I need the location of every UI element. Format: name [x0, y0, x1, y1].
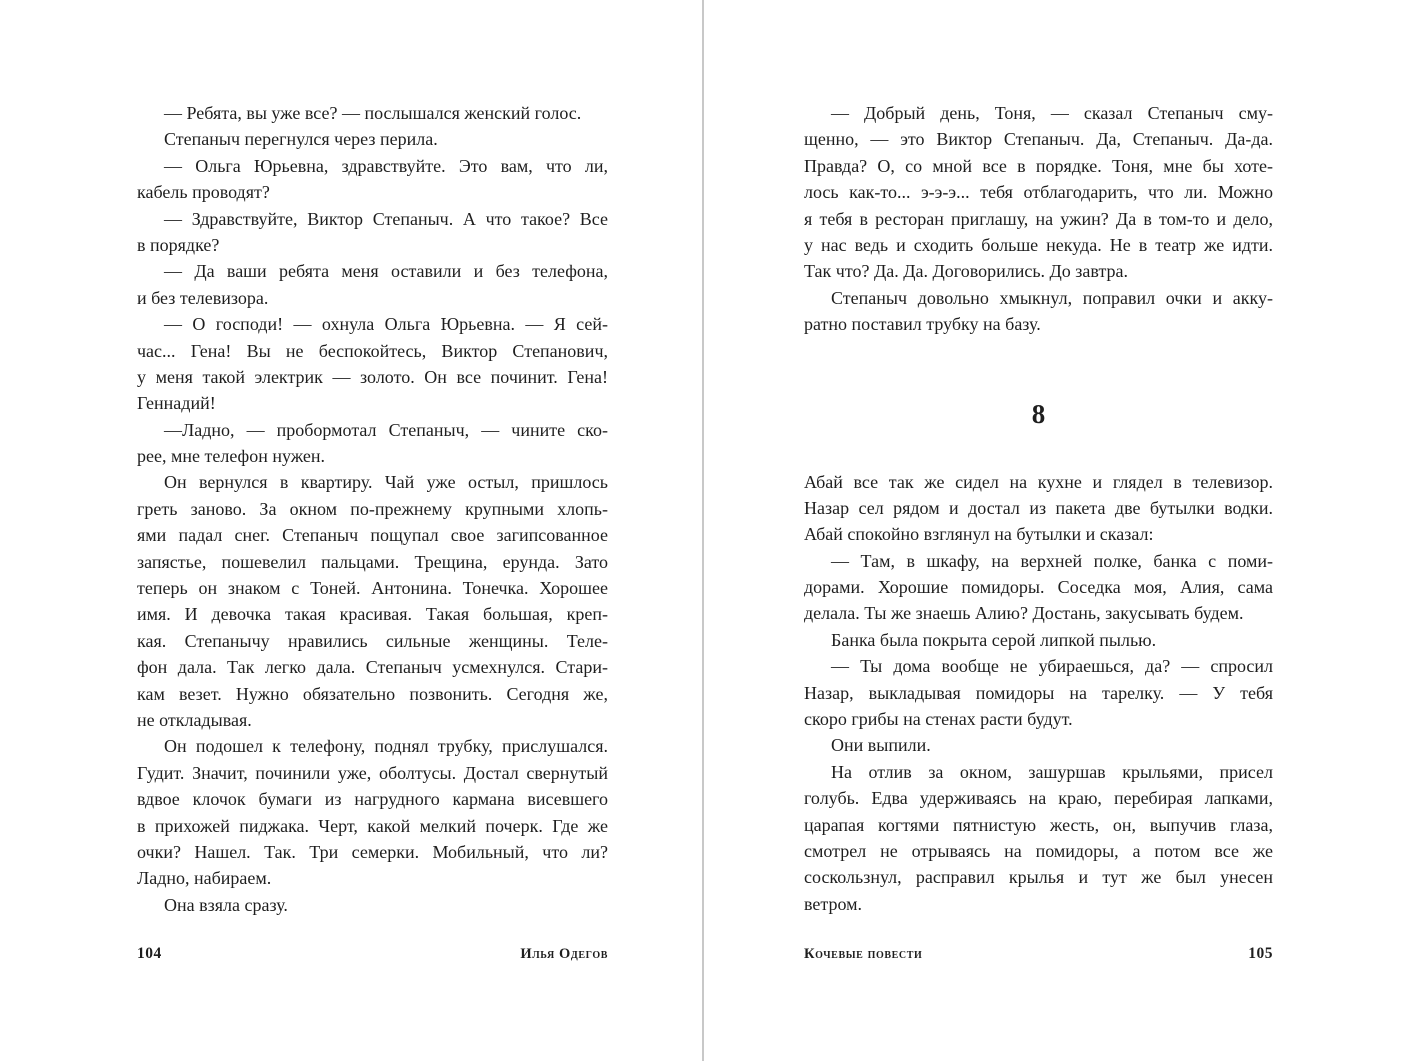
text-line: ветром. — [804, 893, 863, 914]
text-line: в прихожей пиджака. Черт, какой мелкий почерк. Где же — [137, 815, 608, 836]
right-page-text — [804, 100, 1273, 917]
text-line: Она взяла сразу. — [164, 894, 288, 915]
text-line: ями падал снег. Степаныч пощупал свое загипсованное — [137, 525, 608, 546]
page-left — [0, 0, 702, 1061]
text-line: — Здравствуйте, Виктор Степаныч. А что такое? Все — [164, 208, 608, 229]
text-line: Они выпили. — [831, 735, 931, 756]
text-line: час... Гена! Вы не беспокойтесь, Виктор Степанович, — [137, 340, 608, 361]
text-line: ратно поставил трубку на базу. — [804, 314, 1041, 335]
text-line: в порядке? — [137, 234, 220, 255]
text-line: щенно, — это Виктор Степаныч. Да, Степаныч. Да-да. — [804, 129, 1273, 150]
text-line: Назар, выкладывая помидоры на тарелку. — У тебя — [804, 682, 1273, 703]
text-line: — Ты дома вообще не убираешься, да? — спросил — [831, 656, 1273, 677]
text-line: — Добрый день, Тоня, — сказал Степаныч сму- — [831, 103, 1273, 123]
text-line: — О господи! — охнула Ольга Юрьевна. — Я сей- — [164, 314, 608, 335]
text-line: я тебя в ресторан приглашу, на ужин? Да в том-то и дело, — [804, 208, 1273, 229]
left-page-footer — [137, 945, 608, 963]
text-line: Он вернулся в квартиру. Чай уже остыл, пришлось — [164, 472, 608, 493]
running-book-title: Кочевые повести — [804, 946, 923, 962]
text-line: кам везет. Нужно обязательно позвонить. Сегодня же, — [137, 683, 608, 704]
text-line: царапая когтями пятнистую жесть, он, выпучив глаза, — [804, 814, 1273, 835]
text-line: Ладно, набираем. — [137, 868, 272, 889]
text-line: — Ольга Юрьевна, здравствуйте. Это вам, что ли, — [164, 155, 608, 176]
section-number: 8 — [1031, 398, 1046, 429]
text-line: соскользнул, расправил крылья и тут же был унесен — [804, 867, 1273, 888]
text-line: голубь. Едва удерживаясь на краю, перебирая лапками, — [804, 788, 1273, 809]
text-line: очки? Нашел. Так. Три семерки. Мобильный, что ли? — [137, 841, 608, 862]
text-line: теперь он знаком с Тоней. Антонина. Тонечка. Хорошее — [137, 578, 608, 599]
page-right — [704, 0, 1410, 1061]
text-line: греть заново. За окном по-прежнему крупными хлопь- — [137, 498, 608, 519]
text-line: — Да ваши ребята меня оставили и без телефона, — [164, 261, 608, 282]
page-number-right: 105 — [1248, 945, 1273, 962]
text-line: смотрел не отрываясь на помидоры, а потом все же — [804, 840, 1273, 861]
text-line: кабель проводят? — [137, 182, 270, 203]
text-line: —Ладно, — пробормотал Степаныч, — чините ско- — [164, 419, 608, 440]
text-line: Степаныч довольно хмыкнул, поправил очки и акку- — [831, 287, 1273, 308]
text-line: Банка была покрыта серой липкой пылью. — [831, 629, 1157, 650]
running-author: Илья Одегов — [520, 946, 608, 962]
text-line: Так что? Да. Да. Договорились. До завтра. — [804, 261, 1129, 282]
text-line: делала. Ты же знаешь Алию? Достань, закусывать будем. — [804, 603, 1244, 624]
text-line: запястье, пошевелил пальцами. Трещина, ерунда. Зато — [137, 551, 608, 572]
left-page-text — [137, 100, 608, 918]
text-line: Гудит. Значит, починили уже, оболтусы. Достал свернутый — [137, 762, 608, 783]
text-line: кая. Степанычу нравились сильные женщины. Теле- — [137, 630, 608, 651]
text-line: — Там, в шкафу, на верхней полке, банка с поми- — [831, 550, 1273, 571]
page-number-left: 104 — [137, 945, 162, 962]
text-line: у меня такой электрик — золото. Он все починит. Гена! — [137, 366, 608, 387]
text-line: Степаныч перегнулся через перила. — [164, 129, 438, 150]
text-line: рее, мне телефон нужен. — [137, 446, 326, 467]
text-line: Правда? О, со мной все в порядке. Тоня, мне бы хоте- — [804, 155, 1273, 176]
text-line: Геннадий! — [137, 393, 216, 414]
text-line: у нас ведь и сходить больше некуда. Не в театр же идти. — [804, 234, 1273, 255]
text-line: Абай спокойно взглянул на бутылки и сказал: — [804, 524, 1154, 545]
text-line: фон дала. Так легко дала. Степаныч усмехнулся. Стари- — [137, 657, 608, 678]
text-line: — Ребята, вы уже все? — послышался женский голос. — [164, 103, 582, 123]
right-page-footer — [804, 945, 1273, 963]
text-line: и без телевизора. — [137, 287, 269, 308]
text-line: На отлив за окном, зашуршав крыльями, присел — [831, 761, 1273, 782]
text-line: Он подошел к телефону, поднял трубку, прислушался. — [164, 736, 608, 757]
text-line: вдвое клочок бумаги из нагрудного кармана висевшего — [137, 789, 608, 810]
text-line: имя. И девочка такая красивая. Такая большая, креп- — [137, 604, 608, 625]
text-line: скоро грибы на стенах расти будут. — [804, 709, 1073, 730]
text-line: Абай все так же сидел на кухне и глядел в телевизор. — [804, 471, 1273, 492]
text-line: не откладывая. — [137, 709, 252, 730]
text-line: дорами. Хорошие помидоры. Соседка моя, Алия, сама — [804, 577, 1273, 598]
text-line: лось как-то... э-э-э... тебя отблагодарить, что ли. Можно — [804, 182, 1273, 203]
text-line: Назар сел рядом и достал из пакета две бутылки водки. — [804, 497, 1273, 518]
